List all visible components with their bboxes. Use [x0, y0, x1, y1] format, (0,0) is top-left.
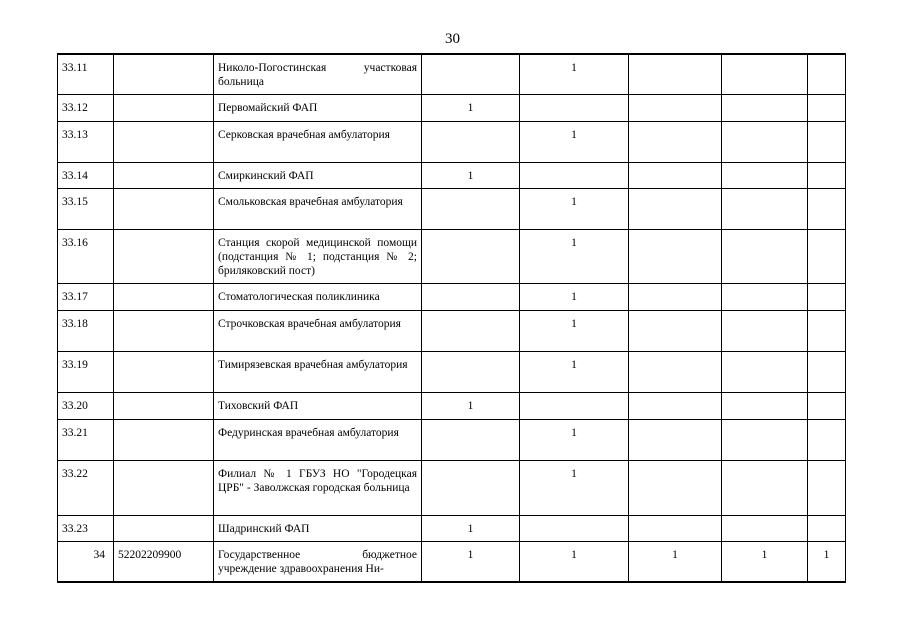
value-cell: 1 [520, 283, 629, 310]
value-cell [629, 419, 722, 460]
value-cell: 1 [422, 541, 520, 582]
value-cell [422, 460, 520, 515]
value-cell [629, 121, 722, 162]
value-cell [808, 54, 846, 94]
value-cell [722, 460, 808, 515]
value-cell [629, 351, 722, 392]
facility-name: Строчковская врачебная амбулатория [214, 310, 422, 351]
facilities-table [57, 53, 846, 583]
value-cell [520, 515, 629, 541]
value-cell [722, 392, 808, 419]
value-cell [422, 310, 520, 351]
value-cell [808, 310, 846, 351]
table-row [58, 229, 846, 283]
value-cell [808, 229, 846, 283]
value-cell: 1 [520, 310, 629, 351]
value-cell: 1 [520, 541, 629, 582]
row-number: 33.20 [58, 392, 114, 419]
value-cell: 1 [520, 419, 629, 460]
facility-name: Федуринская врачебная амбулатория [214, 419, 422, 460]
row-code [114, 94, 214, 121]
facility-name: Государственное бюджетное учреждение здравоохранения Ни- [214, 541, 422, 582]
value-cell [722, 351, 808, 392]
facility-name: Первомайский ФАП [214, 94, 422, 121]
value-cell: 1 [422, 94, 520, 121]
table-row [58, 310, 846, 351]
row-code [114, 54, 214, 94]
row-number: 33.11 [58, 54, 114, 94]
value-cell [808, 94, 846, 121]
value-cell [629, 188, 722, 229]
value-cell [808, 351, 846, 392]
value-cell [520, 94, 629, 121]
value-cell [629, 392, 722, 419]
facility-name: Серковская врачебная амбулатория [214, 121, 422, 162]
value-cell [629, 310, 722, 351]
value-cell [722, 310, 808, 351]
value-cell [808, 460, 846, 515]
row-number: 33.14 [58, 162, 114, 188]
table-row [58, 351, 846, 392]
table-row [58, 283, 846, 310]
value-cell [722, 162, 808, 188]
value-cell: 1 [422, 162, 520, 188]
value-cell [422, 419, 520, 460]
value-cell [808, 283, 846, 310]
row-code [114, 460, 214, 515]
value-cell [808, 162, 846, 188]
value-cell: 1 [520, 351, 629, 392]
value-cell: 1 [422, 515, 520, 541]
table-row [58, 188, 846, 229]
value-cell: 1 [808, 541, 846, 582]
row-code [114, 162, 214, 188]
value-cell [808, 515, 846, 541]
value-cell [722, 94, 808, 121]
facility-name: Смольковская врачебная амбулатория [214, 188, 422, 229]
row-code [114, 392, 214, 419]
value-cell [629, 54, 722, 94]
row-number: 33.22 [58, 460, 114, 515]
table-row [58, 392, 846, 419]
facility-name: Станция скорой медицинской помощи (подстанция № 1; подстанция № 2; бриляковский пост) [214, 229, 422, 283]
value-cell: 1 [520, 188, 629, 229]
value-cell [629, 162, 722, 188]
row-number: 33.15 [58, 188, 114, 229]
value-cell [808, 419, 846, 460]
row-code: 52202209900 [114, 541, 214, 582]
row-code [114, 229, 214, 283]
row-code [114, 121, 214, 162]
facility-name: Смиркинский ФАП [214, 162, 422, 188]
row-number: 33.23 [58, 515, 114, 541]
value-cell [722, 283, 808, 310]
table-row [58, 94, 846, 121]
value-cell [808, 188, 846, 229]
facility-name: Филиал № 1 ГБУЗ НО "Городецкая ЦРБ" - Заволжская городская больница [214, 460, 422, 515]
value-cell: 1 [629, 541, 722, 582]
value-cell [629, 229, 722, 283]
value-cell: 1 [520, 121, 629, 162]
row-number: 34 [58, 541, 114, 582]
value-cell: 1 [722, 541, 808, 582]
value-cell [722, 229, 808, 283]
value-cell: 1 [520, 54, 629, 94]
row-number: 33.13 [58, 121, 114, 162]
facility-name: Тиховский ФАП [214, 392, 422, 419]
value-cell [808, 392, 846, 419]
table-row [58, 541, 846, 582]
row-number: 33.18 [58, 310, 114, 351]
row-code [114, 283, 214, 310]
value-cell [629, 460, 722, 515]
value-cell [722, 188, 808, 229]
value-cell [722, 121, 808, 162]
value-cell [520, 162, 629, 188]
value-cell [422, 188, 520, 229]
facility-name: Тимирязевская врачебная амбулатория [214, 351, 422, 392]
page-number: 30 [445, 31, 460, 47]
row-code [114, 419, 214, 460]
table-row [58, 162, 846, 188]
value-cell [422, 121, 520, 162]
row-number: 33.21 [58, 419, 114, 460]
table-row [58, 121, 846, 162]
facility-name: Стоматологическая поликлиника [214, 283, 422, 310]
value-cell [808, 121, 846, 162]
table-row [58, 54, 846, 94]
value-cell: 1 [520, 460, 629, 515]
value-cell: 1 [520, 229, 629, 283]
value-cell [629, 283, 722, 310]
row-code [114, 188, 214, 229]
row-code [114, 515, 214, 541]
value-cell [722, 419, 808, 460]
facility-name: Николо-Погостинская участковая больница [214, 54, 422, 94]
value-cell: 1 [422, 392, 520, 419]
table-row [58, 419, 846, 460]
value-cell [722, 515, 808, 541]
value-cell [422, 283, 520, 310]
row-number: 33.12 [58, 94, 114, 121]
row-code [114, 351, 214, 392]
row-number: 33.19 [58, 351, 114, 392]
value-cell [422, 54, 520, 94]
value-cell [520, 392, 629, 419]
value-cell [722, 54, 808, 94]
row-code [114, 310, 214, 351]
table-row [58, 460, 846, 515]
facility-name: Шадринский ФАП [214, 515, 422, 541]
value-cell [629, 515, 722, 541]
value-cell [422, 351, 520, 392]
value-cell [422, 229, 520, 283]
value-cell [629, 94, 722, 121]
row-number: 33.16 [58, 229, 114, 283]
row-number: 33.17 [58, 283, 114, 310]
table-row [58, 515, 846, 541]
